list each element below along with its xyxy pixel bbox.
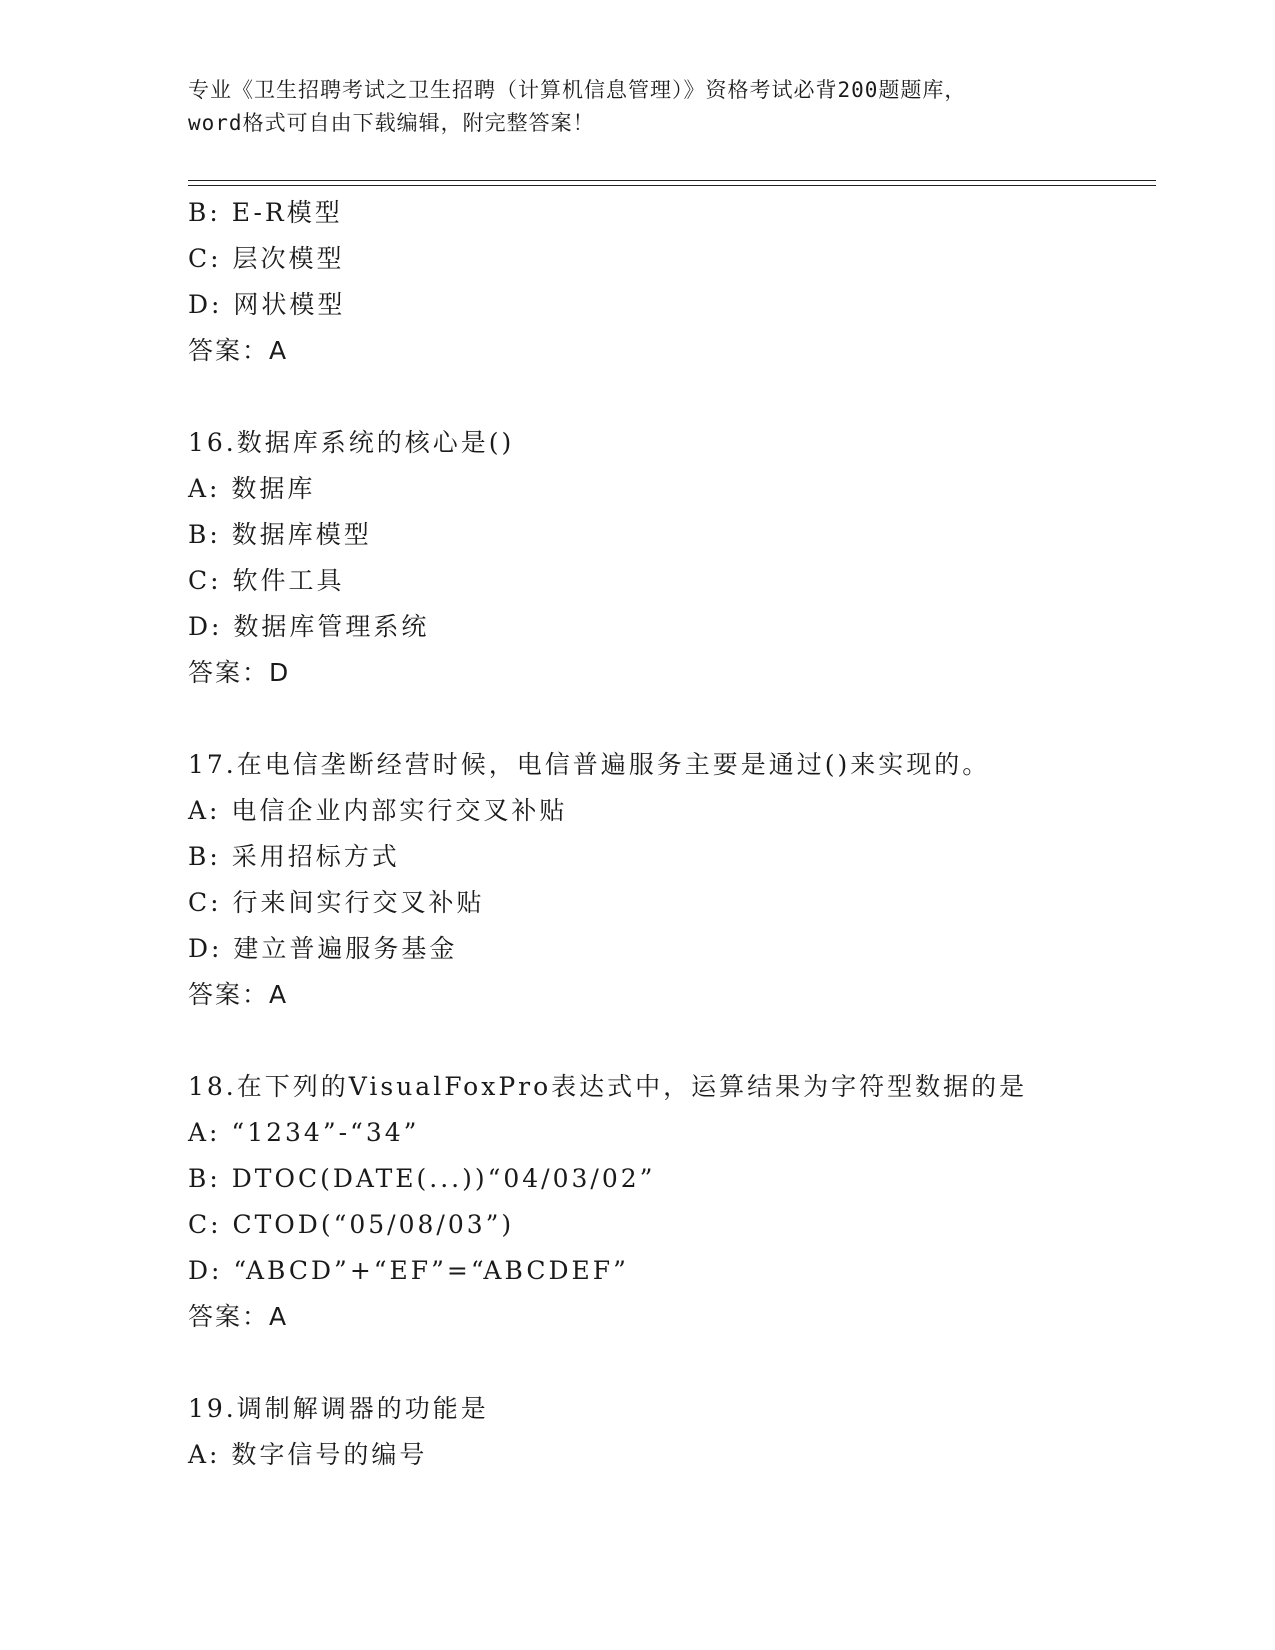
- option-d: D: “ABCD”+“EF”=“ABCDEF”: [188, 1256, 629, 1285]
- question-text: 17.在电信垄断经营时候，电信普遍服务主要是通过()来实现的。: [188, 750, 991, 779]
- option-c: C: CTOD(“05/08/03”): [188, 1210, 515, 1239]
- answer: 答案：A: [188, 336, 289, 365]
- header-line-1: 专业《卫生招聘考试之卫生招聘（计算机信息管理）》资格考试必背200题题库，: [188, 78, 967, 102]
- header-line-2: word格式可自由下载编辑，附完整答案！: [188, 111, 595, 135]
- header-rule-bottom: [188, 185, 1156, 186]
- answer: 答案：A: [188, 980, 289, 1009]
- option-b: B: DTOC(DATE(...))“04/03/02”: [188, 1164, 656, 1193]
- answer: 答案：A: [188, 1302, 289, 1331]
- document-header: [188, 74, 1088, 140]
- question-text: 16.数据库系统的核心是(): [188, 428, 515, 457]
- option-b: B: E-R模型: [188, 198, 343, 227]
- question-list: [188, 190, 1148, 1478]
- question-18: [188, 1064, 1148, 1340]
- question-text: 18.在下列的VisualFoxPro表达式中，运算结果为字符型数据的是: [188, 1072, 1028, 1101]
- question-17: [188, 742, 1148, 1018]
- option-d: D: 数据库管理系统: [188, 612, 430, 641]
- question-15-tail: [188, 190, 1148, 374]
- option-c: C: 软件工具: [188, 566, 345, 595]
- question-16: [188, 420, 1148, 696]
- option-d: D: 建立普遍服务基金: [188, 934, 458, 963]
- option-b: B: 数据库模型: [188, 520, 372, 549]
- option-c: C: 行来间实行交叉补贴: [188, 888, 485, 917]
- option-a: A: 数字信号的编号: [188, 1440, 428, 1469]
- option-c: C: 层次模型: [188, 244, 345, 273]
- option-a: A: 数据库: [188, 474, 316, 503]
- header-rule-top: [188, 180, 1156, 181]
- answer: 答案：D: [188, 658, 291, 687]
- option-b: B: 采用招标方式: [188, 842, 400, 871]
- option-a: A: 电信企业内部实行交叉补贴: [188, 796, 568, 825]
- option-a: A: “1234”-“34”: [188, 1118, 420, 1147]
- question-19: [188, 1386, 1148, 1478]
- option-d: D: 网状模型: [188, 290, 346, 319]
- question-text: 19.调制解调器的功能是: [188, 1394, 489, 1423]
